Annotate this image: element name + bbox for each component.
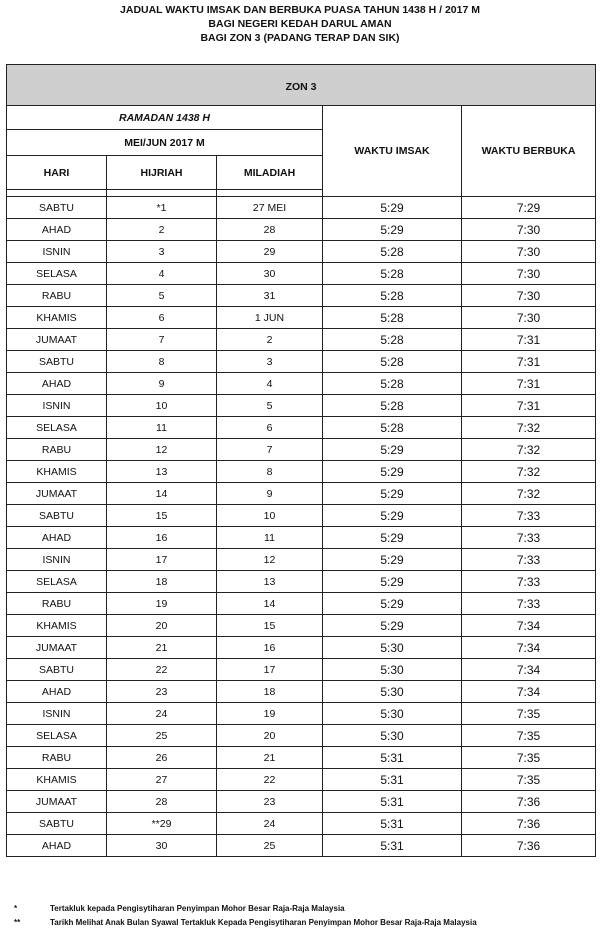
cell-hari: KHAMIS (7, 769, 107, 791)
cell-hijriah: 16 (107, 527, 217, 549)
cell-berbuka: 7:33 (462, 571, 596, 593)
cell-imsak: 5:28 (323, 395, 462, 417)
cell-hari: SELASA (7, 571, 107, 593)
column-header-imsak: WAKTU IMSAK (323, 106, 462, 197)
cell-berbuka: 7:33 (462, 505, 596, 527)
table-row (7, 571, 596, 593)
cell-miladiah: 27 MEI (217, 197, 323, 219)
cell-berbuka: 7:35 (462, 703, 596, 725)
column-header-hijriah: HIJRIAH (107, 156, 217, 190)
cell-miladiah: 1 JUN (217, 307, 323, 329)
cell-imsak: 5:29 (323, 461, 462, 483)
cell-hari: SELASA (7, 725, 107, 747)
cell-miladiah: 18 (217, 681, 323, 703)
cell-berbuka: 7:33 (462, 549, 596, 571)
table-row (7, 703, 596, 725)
cell-berbuka: 7:35 (462, 747, 596, 769)
cell-miladiah: 24 (217, 813, 323, 835)
cell-hari: SABTU (7, 505, 107, 527)
cell-hijriah: 17 (107, 549, 217, 571)
cell-hijriah: 18 (107, 571, 217, 593)
cell-imsak: 5:29 (323, 439, 462, 461)
cell-hari: ISNIN (7, 241, 107, 263)
cell-miladiah: 12 (217, 549, 323, 571)
table-row (7, 263, 596, 285)
cell-imsak: 5:29 (323, 549, 462, 571)
table-row (7, 637, 596, 659)
cell-hari: RABU (7, 593, 107, 615)
cell-hijriah: 30 (107, 835, 217, 857)
cell-hijriah: 21 (107, 637, 217, 659)
month-label: MEI/JUN 2017 M (7, 130, 323, 156)
table-row (7, 725, 596, 747)
table-row (7, 351, 596, 373)
cell-imsak: 5:30 (323, 703, 462, 725)
cell-hari: SABTU (7, 813, 107, 835)
cell-hari: KHAMIS (7, 461, 107, 483)
cell-hijriah: 6 (107, 307, 217, 329)
footnotes (14, 902, 594, 930)
table-row (7, 395, 596, 417)
cell-imsak: 5:30 (323, 725, 462, 747)
cell-miladiah: 7 (217, 439, 323, 461)
cell-berbuka: 7:32 (462, 417, 596, 439)
cell-hijriah: **29 (107, 813, 217, 835)
table-row (7, 593, 596, 615)
cell-hijriah: 26 (107, 747, 217, 769)
cell-berbuka: 7:31 (462, 395, 596, 417)
cell-miladiah: 2 (217, 329, 323, 351)
cell-hari: RABU (7, 285, 107, 307)
cell-hijriah: 14 (107, 483, 217, 505)
table-row (7, 615, 596, 637)
cell-hijriah: 2 (107, 219, 217, 241)
cell-miladiah: 5 (217, 395, 323, 417)
cell-berbuka: 7:30 (462, 307, 596, 329)
cell-imsak: 5:30 (323, 637, 462, 659)
cell-hijriah: 7 (107, 329, 217, 351)
cell-hijriah: 15 (107, 505, 217, 527)
cell-hijriah: 19 (107, 593, 217, 615)
cell-berbuka: 7:30 (462, 285, 596, 307)
footnote (14, 902, 594, 916)
column-header-berbuka: WAKTU BERBUKA (462, 106, 596, 197)
cell-imsak: 5:31 (323, 813, 462, 835)
cell-imsak: 5:30 (323, 681, 462, 703)
cell-hari: KHAMIS (7, 307, 107, 329)
cell-miladiah: 6 (217, 417, 323, 439)
cell-berbuka: 7:34 (462, 681, 596, 703)
cell-berbuka: 7:31 (462, 373, 596, 395)
cell-hari: JUMAAT (7, 329, 107, 351)
cell-berbuka: 7:30 (462, 219, 596, 241)
cell-hijriah: 20 (107, 615, 217, 637)
cell-hijriah: 10 (107, 395, 217, 417)
cell-miladiah: 11 (217, 527, 323, 549)
table-row (7, 483, 596, 505)
table-row (7, 285, 596, 307)
cell-hijriah: 4 (107, 263, 217, 285)
cell-berbuka: 7:36 (462, 813, 596, 835)
cell-hari: RABU (7, 747, 107, 769)
cell-imsak: 5:31 (323, 769, 462, 791)
table-row (7, 835, 596, 857)
cell-miladiah: 28 (217, 219, 323, 241)
table-row (7, 681, 596, 703)
table-row (7, 659, 596, 681)
table-row (7, 373, 596, 395)
cell-berbuka: 7:32 (462, 483, 596, 505)
table-row (7, 747, 596, 769)
cell-imsak: 5:29 (323, 505, 462, 527)
table-row (7, 505, 596, 527)
cell-hari: SABTU (7, 659, 107, 681)
cell-miladiah: 10 (217, 505, 323, 527)
spacer-cell (217, 190, 323, 197)
cell-imsak: 5:28 (323, 307, 462, 329)
table-row (7, 527, 596, 549)
cell-miladiah: 20 (217, 725, 323, 747)
cell-miladiah: 29 (217, 241, 323, 263)
cell-hijriah: 23 (107, 681, 217, 703)
table-row (7, 241, 596, 263)
column-header-hari: HARI (7, 156, 107, 190)
cell-hijriah: 11 (107, 417, 217, 439)
cell-imsak: 5:28 (323, 373, 462, 395)
cell-hijriah: 24 (107, 703, 217, 725)
cell-imsak: 5:31 (323, 747, 462, 769)
cell-hari: ISNIN (7, 549, 107, 571)
cell-hari: AHAD (7, 681, 107, 703)
cell-hijriah: 3 (107, 241, 217, 263)
cell-hari: JUMAAT (7, 637, 107, 659)
cell-imsak: 5:29 (323, 593, 462, 615)
footnote (14, 916, 594, 930)
cell-berbuka: 7:35 (462, 769, 596, 791)
cell-imsak: 5:28 (323, 329, 462, 351)
table-row (7, 791, 596, 813)
cell-berbuka: 7:31 (462, 351, 596, 373)
cell-imsak: 5:28 (323, 241, 462, 263)
cell-berbuka: 7:34 (462, 637, 596, 659)
cell-berbuka: 7:32 (462, 461, 596, 483)
table-row (7, 329, 596, 351)
cell-berbuka: 7:30 (462, 241, 596, 263)
cell-berbuka: 7:33 (462, 527, 596, 549)
cell-miladiah: 22 (217, 769, 323, 791)
cell-hijriah: 22 (107, 659, 217, 681)
table-row (7, 197, 596, 219)
cell-hari: JUMAAT (7, 483, 107, 505)
cell-hari: SELASA (7, 263, 107, 285)
cell-miladiah: 25 (217, 835, 323, 857)
cell-hari: AHAD (7, 219, 107, 241)
cell-miladiah: 19 (217, 703, 323, 725)
cell-imsak: 5:28 (323, 351, 462, 373)
table-row (7, 417, 596, 439)
cell-miladiah: 8 (217, 461, 323, 483)
cell-hijriah: 25 (107, 725, 217, 747)
cell-hijriah: 12 (107, 439, 217, 461)
cell-hari: SABTU (7, 197, 107, 219)
spacer-cell (7, 190, 107, 197)
ramadan-label: RAMADAN 1438 H (7, 106, 323, 130)
cell-miladiah: 31 (217, 285, 323, 307)
cell-hijriah: 13 (107, 461, 217, 483)
cell-miladiah: 14 (217, 593, 323, 615)
cell-miladiah: 3 (217, 351, 323, 373)
cell-miladiah: 13 (217, 571, 323, 593)
cell-imsak: 5:31 (323, 791, 462, 813)
cell-miladiah: 30 (217, 263, 323, 285)
cell-berbuka: 7:35 (462, 725, 596, 747)
header-zone: BAGI ZON 3 (PADANG TERAP DAN SIK) (200, 32, 400, 44)
cell-miladiah: 21 (217, 747, 323, 769)
table-row (7, 307, 596, 329)
cell-berbuka: 7:36 (462, 791, 596, 813)
cell-imsak: 5:29 (323, 571, 462, 593)
cell-hari: JUMAAT (7, 791, 107, 813)
table-row (7, 219, 596, 241)
cell-miladiah: 4 (217, 373, 323, 395)
footnote-text: Tertakluk kepada Pengisytiharan Penyimpan Mohor Besar Raja-Raja Malaysia (50, 904, 345, 913)
cell-berbuka: 7:31 (462, 329, 596, 351)
cell-hijriah: 8 (107, 351, 217, 373)
cell-hari: AHAD (7, 373, 107, 395)
schedule-table (6, 64, 596, 857)
cell-berbuka: 7:32 (462, 439, 596, 461)
cell-hari: SABTU (7, 351, 107, 373)
cell-berbuka: 7:34 (462, 659, 596, 681)
cell-hari: AHAD (7, 835, 107, 857)
cell-hari: ISNIN (7, 703, 107, 725)
cell-hijriah: *1 (107, 197, 217, 219)
cell-hari: AHAD (7, 527, 107, 549)
cell-imsak: 5:29 (323, 219, 462, 241)
cell-berbuka: 7:30 (462, 263, 596, 285)
footnote-mark: * (14, 904, 18, 913)
cell-hari: SELASA (7, 417, 107, 439)
cell-miladiah: 9 (217, 483, 323, 505)
table-row (7, 813, 596, 835)
zone-heading: ZON 3 (7, 65, 596, 106)
cell-berbuka: 7:34 (462, 615, 596, 637)
cell-berbuka: 7:29 (462, 197, 596, 219)
cell-hijriah: 5 (107, 285, 217, 307)
cell-imsak: 5:31 (323, 835, 462, 857)
cell-imsak: 5:29 (323, 527, 462, 549)
table-row (7, 769, 596, 791)
cell-hari: KHAMIS (7, 615, 107, 637)
document-header (0, 3, 600, 45)
cell-imsak: 5:29 (323, 483, 462, 505)
column-header-miladiah: MILADIAH (217, 156, 323, 190)
cell-imsak: 5:29 (323, 615, 462, 637)
cell-hari: ISNIN (7, 395, 107, 417)
cell-miladiah: 16 (217, 637, 323, 659)
cell-berbuka: 7:36 (462, 835, 596, 857)
cell-hijriah: 27 (107, 769, 217, 791)
table-row (7, 439, 596, 461)
cell-berbuka: 7:33 (462, 593, 596, 615)
cell-miladiah: 23 (217, 791, 323, 813)
cell-miladiah: 15 (217, 615, 323, 637)
cell-imsak: 5:28 (323, 263, 462, 285)
header-title: JADUAL WAKTU IMSAK DAN BERBUKA PUASA TAHUN 1438 H / 2017 M (120, 4, 480, 16)
cell-hijriah: 28 (107, 791, 217, 813)
cell-imsak: 5:29 (323, 197, 462, 219)
cell-imsak: 5:30 (323, 659, 462, 681)
cell-hijriah: 9 (107, 373, 217, 395)
footnote-mark: ** (14, 918, 21, 927)
cell-miladiah: 17 (217, 659, 323, 681)
header-state: BAGI NEGERI KEDAH DARUL AMAN (208, 18, 392, 30)
footnote-text: Tarikh Melihat Anak Bulan Syawal Tertakluk Kepada Pengisytiharan Penyimpan Mohor Besar Raja-Raja Malaysia (50, 918, 477, 927)
cell-imsak: 5:28 (323, 285, 462, 307)
spacer-cell (107, 190, 217, 197)
cell-imsak: 5:28 (323, 417, 462, 439)
table-row (7, 461, 596, 483)
cell-hari: RABU (7, 439, 107, 461)
table-row (7, 549, 596, 571)
